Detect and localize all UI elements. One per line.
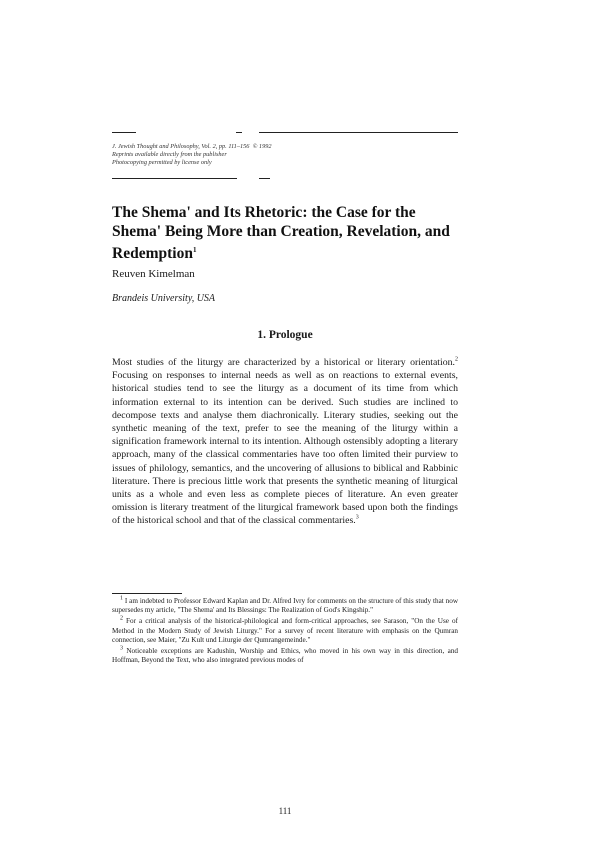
footnotes <box>112 597 458 667</box>
body-paragraph <box>112 356 458 528</box>
footnote-number: 1 <box>120 595 123 602</box>
body-text-part2: Focusing on responses to internal needs as well as on reactions to external events, historical studies tend to see the liturgy as a document of its time from which information external to its intention can be derived. Such studies are inclined to decompose texts and analyse them diachronically. Literary studies, seeking out the synthetic meaning of the text, prefer to see the meaning of the liturgy within a signification framework internal to its intention. Although ostensibly adopting a literary approach, many of the classical commentaries have too often limited their purview to issues of philology, semantics, and the uncovering of allusions to biblical and Rabbinic literature. There is precious little work that presents the synthetic meaning of liturgical units as a whole and even less as complete pieces of literature. An even greater omission is literary treatment of the liturgical framework based upon both the findings of the historical school and that of the classical commentaries. <box>112 370 458 527</box>
header-rule-mid <box>236 132 242 133</box>
copyright-year: © 1992 <box>252 143 272 150</box>
header-rule-left <box>112 132 136 133</box>
footnote-separator <box>112 593 182 594</box>
footnote <box>112 647 458 665</box>
header-rule-right <box>259 132 458 133</box>
title-footnote-ref: 1 <box>192 246 197 254</box>
footnote-text: For a critical analysis of the historical-philological and form-critical approaches, see Sarason, "On the Use of Method in the Modern Study of Jewish Liturgy." For a survey of recent literature with emphasis on the Qumran connection, see Maier, "Zu Kult und Liturgie der Qumrangemeinde." <box>112 617 458 644</box>
footnote-number: 3 <box>120 645 123 652</box>
reprints-line: Reprints available directly from the publisher <box>112 151 227 158</box>
section-heading: 1. Prologue <box>257 329 313 341</box>
footnote <box>112 597 458 615</box>
journal-header <box>112 143 372 167</box>
header-bottom-rule-short <box>259 178 270 179</box>
page-number: 111 <box>278 806 292 816</box>
author-affiliation: Brandeis University, USA <box>112 293 216 304</box>
article-title-text: The Shema' and Its Rhetoric: the Case for the Shema' Being More than Creation, Revelation, and Redemption <box>112 204 450 263</box>
journal-citation-line <box>112 143 372 151</box>
footnote-number: 2 <box>120 616 123 623</box>
footnote-ref-3: 3 <box>355 515 359 522</box>
author-name: Reuven Kimelman <box>112 268 195 280</box>
header-bottom-rule <box>112 178 237 179</box>
body-text-part1: Most studies of the liturgy are characterized by a historical or literary orientation. <box>112 357 455 368</box>
footnote-ref-2: 2 <box>455 356 458 363</box>
footnote <box>112 617 458 645</box>
footnote-text: Noticeable exceptions are Kadushin, Worship and Ethics, who moved in his own way in this direction, and Hoffman, Beyond the Text, who also integrated previous modes of <box>112 647 459 665</box>
photocopy-line: Photocopying permitted by license only <box>112 159 212 166</box>
journal-citation: J. Jewish Thought and Philosophy, Vol. 2, pp. 111–156 <box>112 143 250 150</box>
article-title <box>112 203 462 263</box>
footnote-text: I am indebted to Professor Edward Kaplan and Dr. Alfred Ivry for comments on the structure of this study that now supersedes my article, "The Shema' and Its Blessings: The Realization of God's Kingship." <box>112 597 459 615</box>
